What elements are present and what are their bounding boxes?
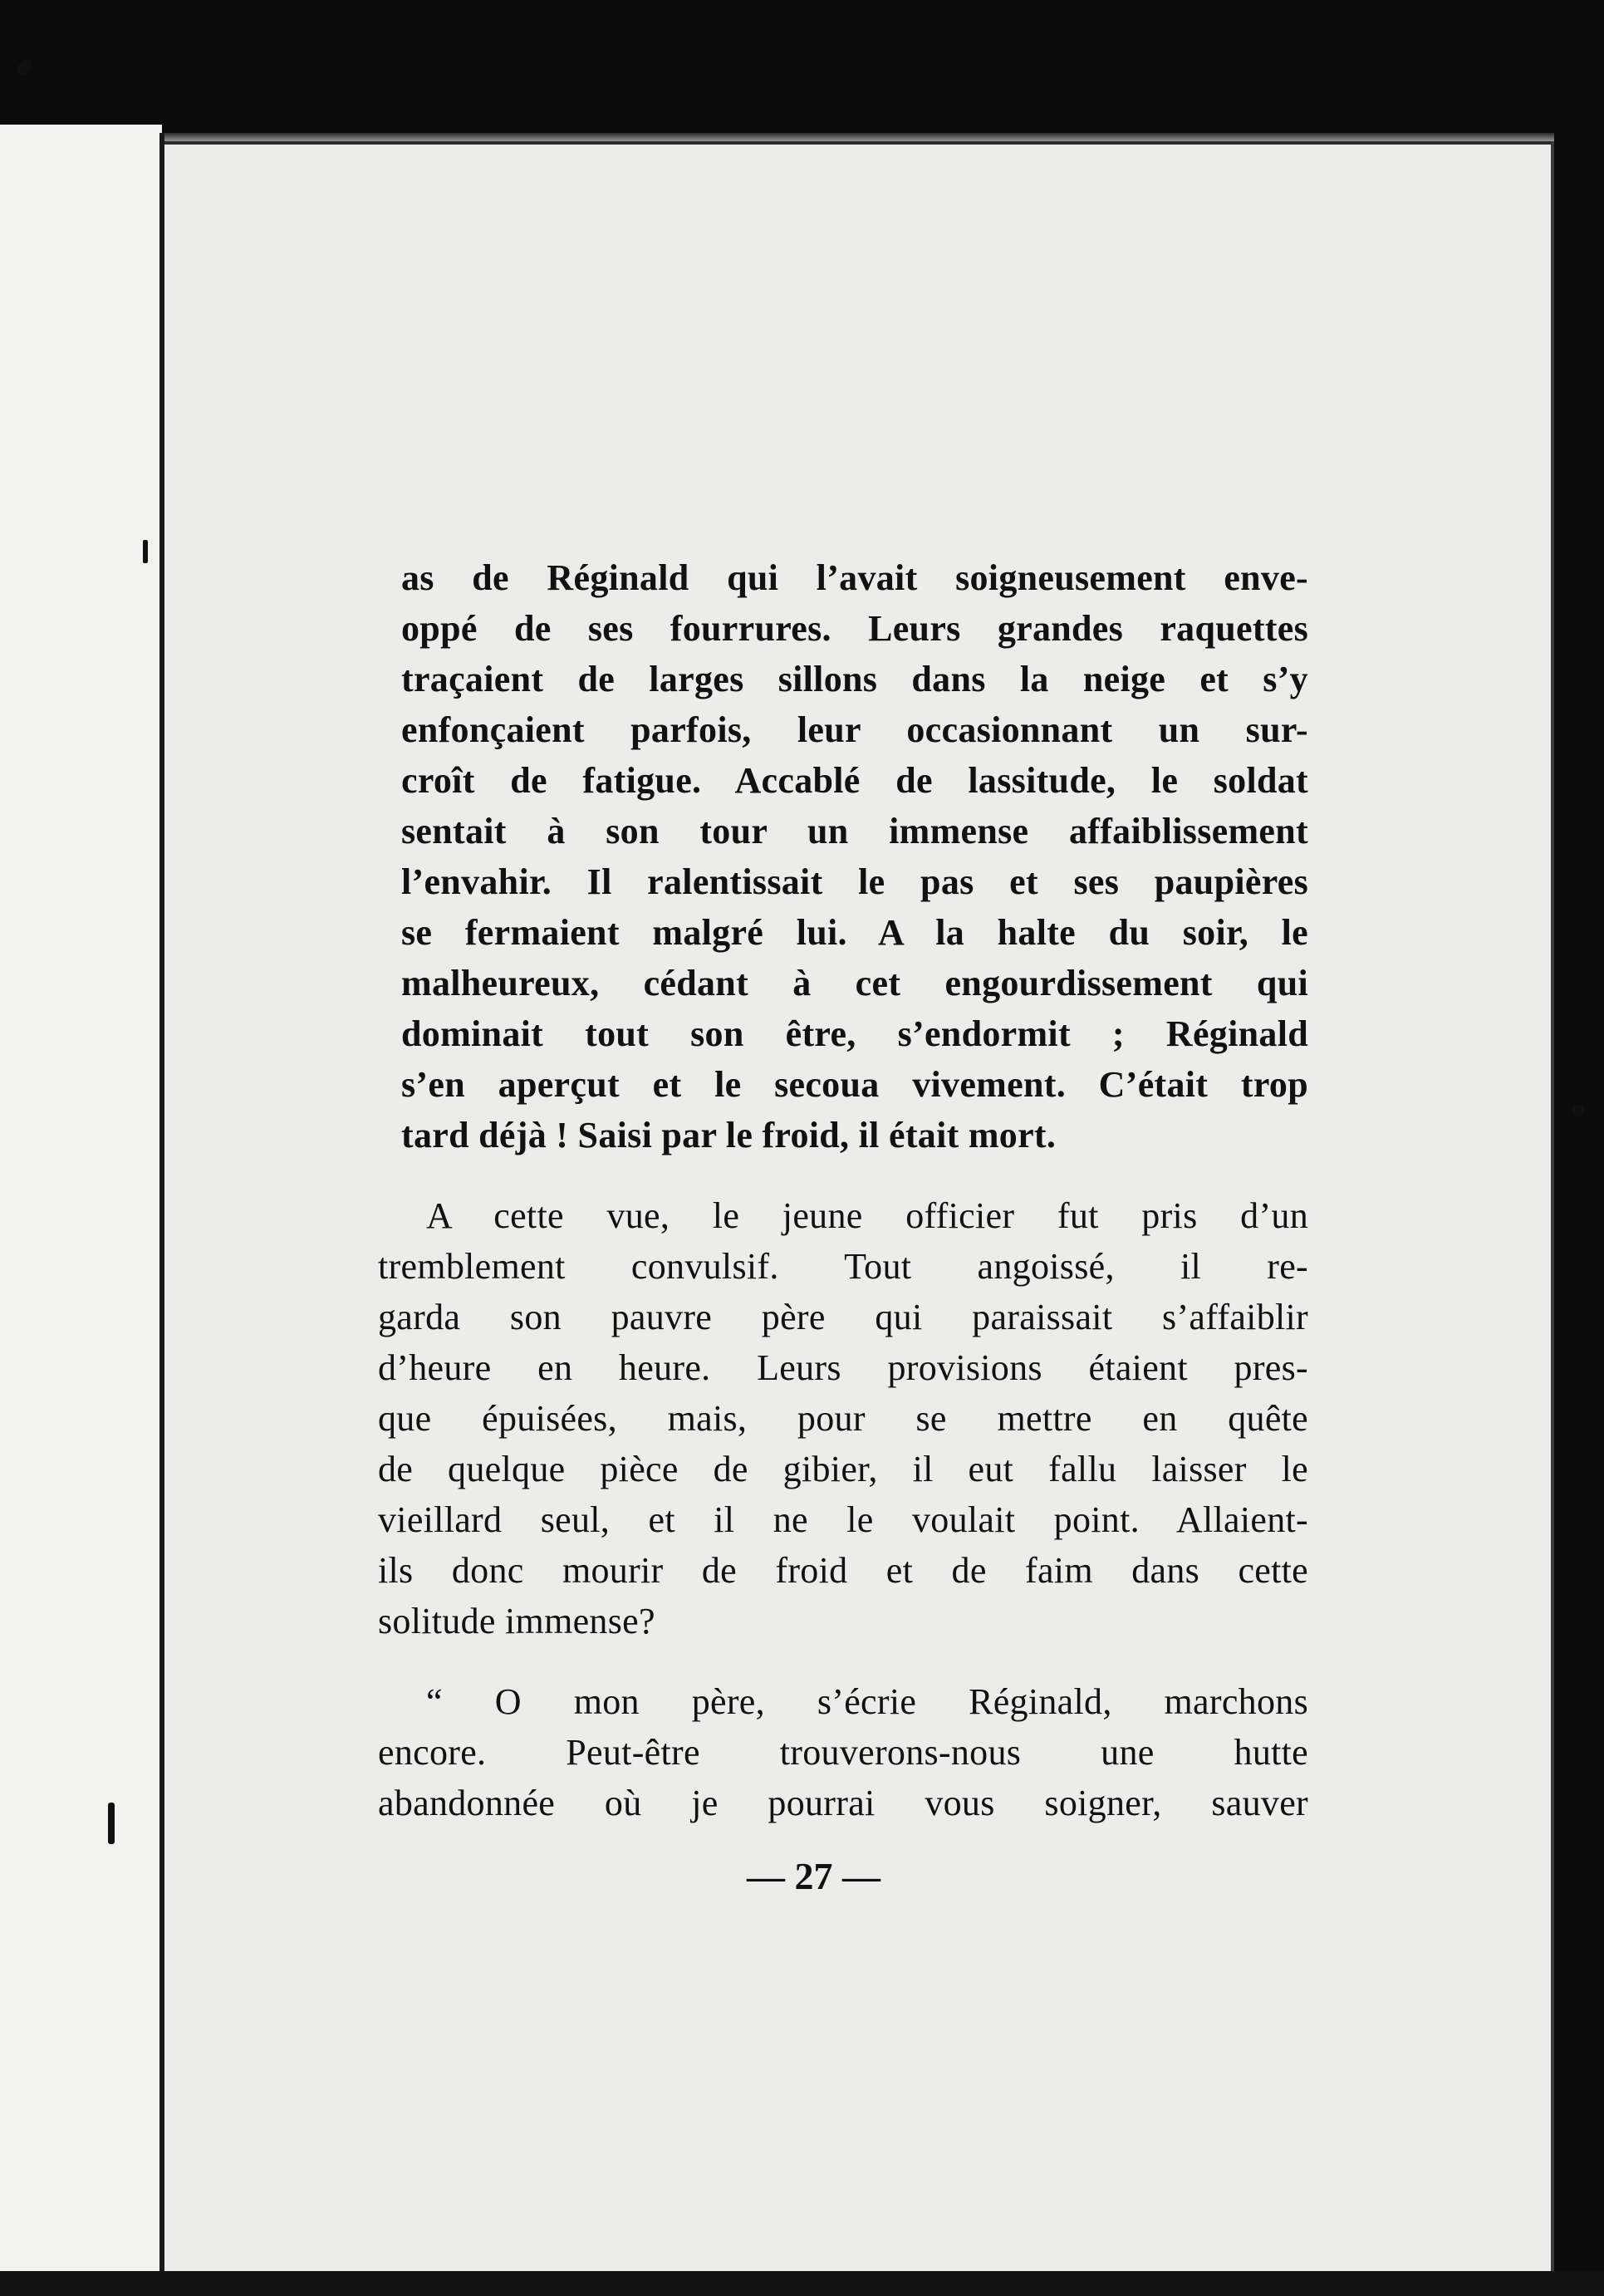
scan-top-border — [0, 0, 1604, 143]
text-line: traçaient de larges sillons dans la neige et s’y — [401, 659, 1308, 699]
text-line: ils donc mourir de froid et de faim dans cette — [378, 1550, 1308, 1591]
text-line: s’en aperçut et le secoua vivement. C’était trop — [401, 1064, 1308, 1105]
paragraph — [378, 1190, 1308, 1646]
text-line: A cette vue, le jeune officier fut pris d’un — [426, 1195, 1308, 1236]
text-line: dominait tout son être, s’endormit ; Réginald — [401, 1013, 1308, 1054]
text-line: de quelque pièce de gibier, il eut fallu laisser le — [378, 1449, 1308, 1489]
text-line: tard déjà ! Saisi par le froid, il était mort. — [401, 1115, 1057, 1155]
text-line: d’heure en heure. Leurs provisions étaient pres- — [378, 1347, 1308, 1388]
text-line: as de Réginald qui l’avait soigneusement enve- — [401, 557, 1308, 598]
text-line: solitude immense? — [378, 1601, 655, 1641]
text-line: l’envahir. Il ralentissait le pas et ses paupières — [401, 861, 1308, 902]
text-line: se fermaient malgré lui. A la halte du soir, le — [401, 912, 1308, 953]
page-number: — 27 — — [747, 1855, 880, 1897]
text-line: “ O mon père, s’écrie Réginald, marchons — [426, 1681, 1308, 1722]
scan-speck — [143, 540, 148, 563]
text-line: croît de fatigue. Accablé de lassitude, le soldat — [401, 760, 1308, 801]
scan-right-border — [1554, 0, 1604, 2296]
text-line: que épuisées, mais, pour se mettre en quête — [378, 1398, 1308, 1439]
text-line: tremblement convulsif. Tout angoissé, il re- — [378, 1246, 1308, 1287]
paragraph — [378, 1676, 1308, 1828]
text-line: sentait à son tour un immense affaiblissement — [401, 811, 1308, 851]
body-text — [378, 552, 1308, 1828]
text-line: oppé de ses fourrures. Leurs grandes raquettes — [401, 608, 1308, 649]
text-line: abandonnée où je pourrai vous soigner, sauver — [378, 1783, 1308, 1823]
scan-bottom-border — [0, 2271, 1604, 2296]
text-line: encore. Peut-être trouverons-nous une hutte — [378, 1732, 1308, 1773]
facing-page-edge — [0, 125, 162, 2276]
text-line: vieillard seul, et il ne le voulait point. Allaient- — [378, 1499, 1308, 1540]
text-line: enfonçaient parfois, leur occasionnant un sur- — [401, 709, 1308, 750]
text-line: malheureux, cédant à cet engourdissement qui — [401, 963, 1308, 1003]
paragraph — [401, 552, 1308, 1160]
scan-speck — [1572, 1105, 1584, 1116]
scan-speck — [108, 1803, 115, 1844]
text-line: garda son pauvre père qui paraissait s’affaiblir — [378, 1297, 1308, 1337]
